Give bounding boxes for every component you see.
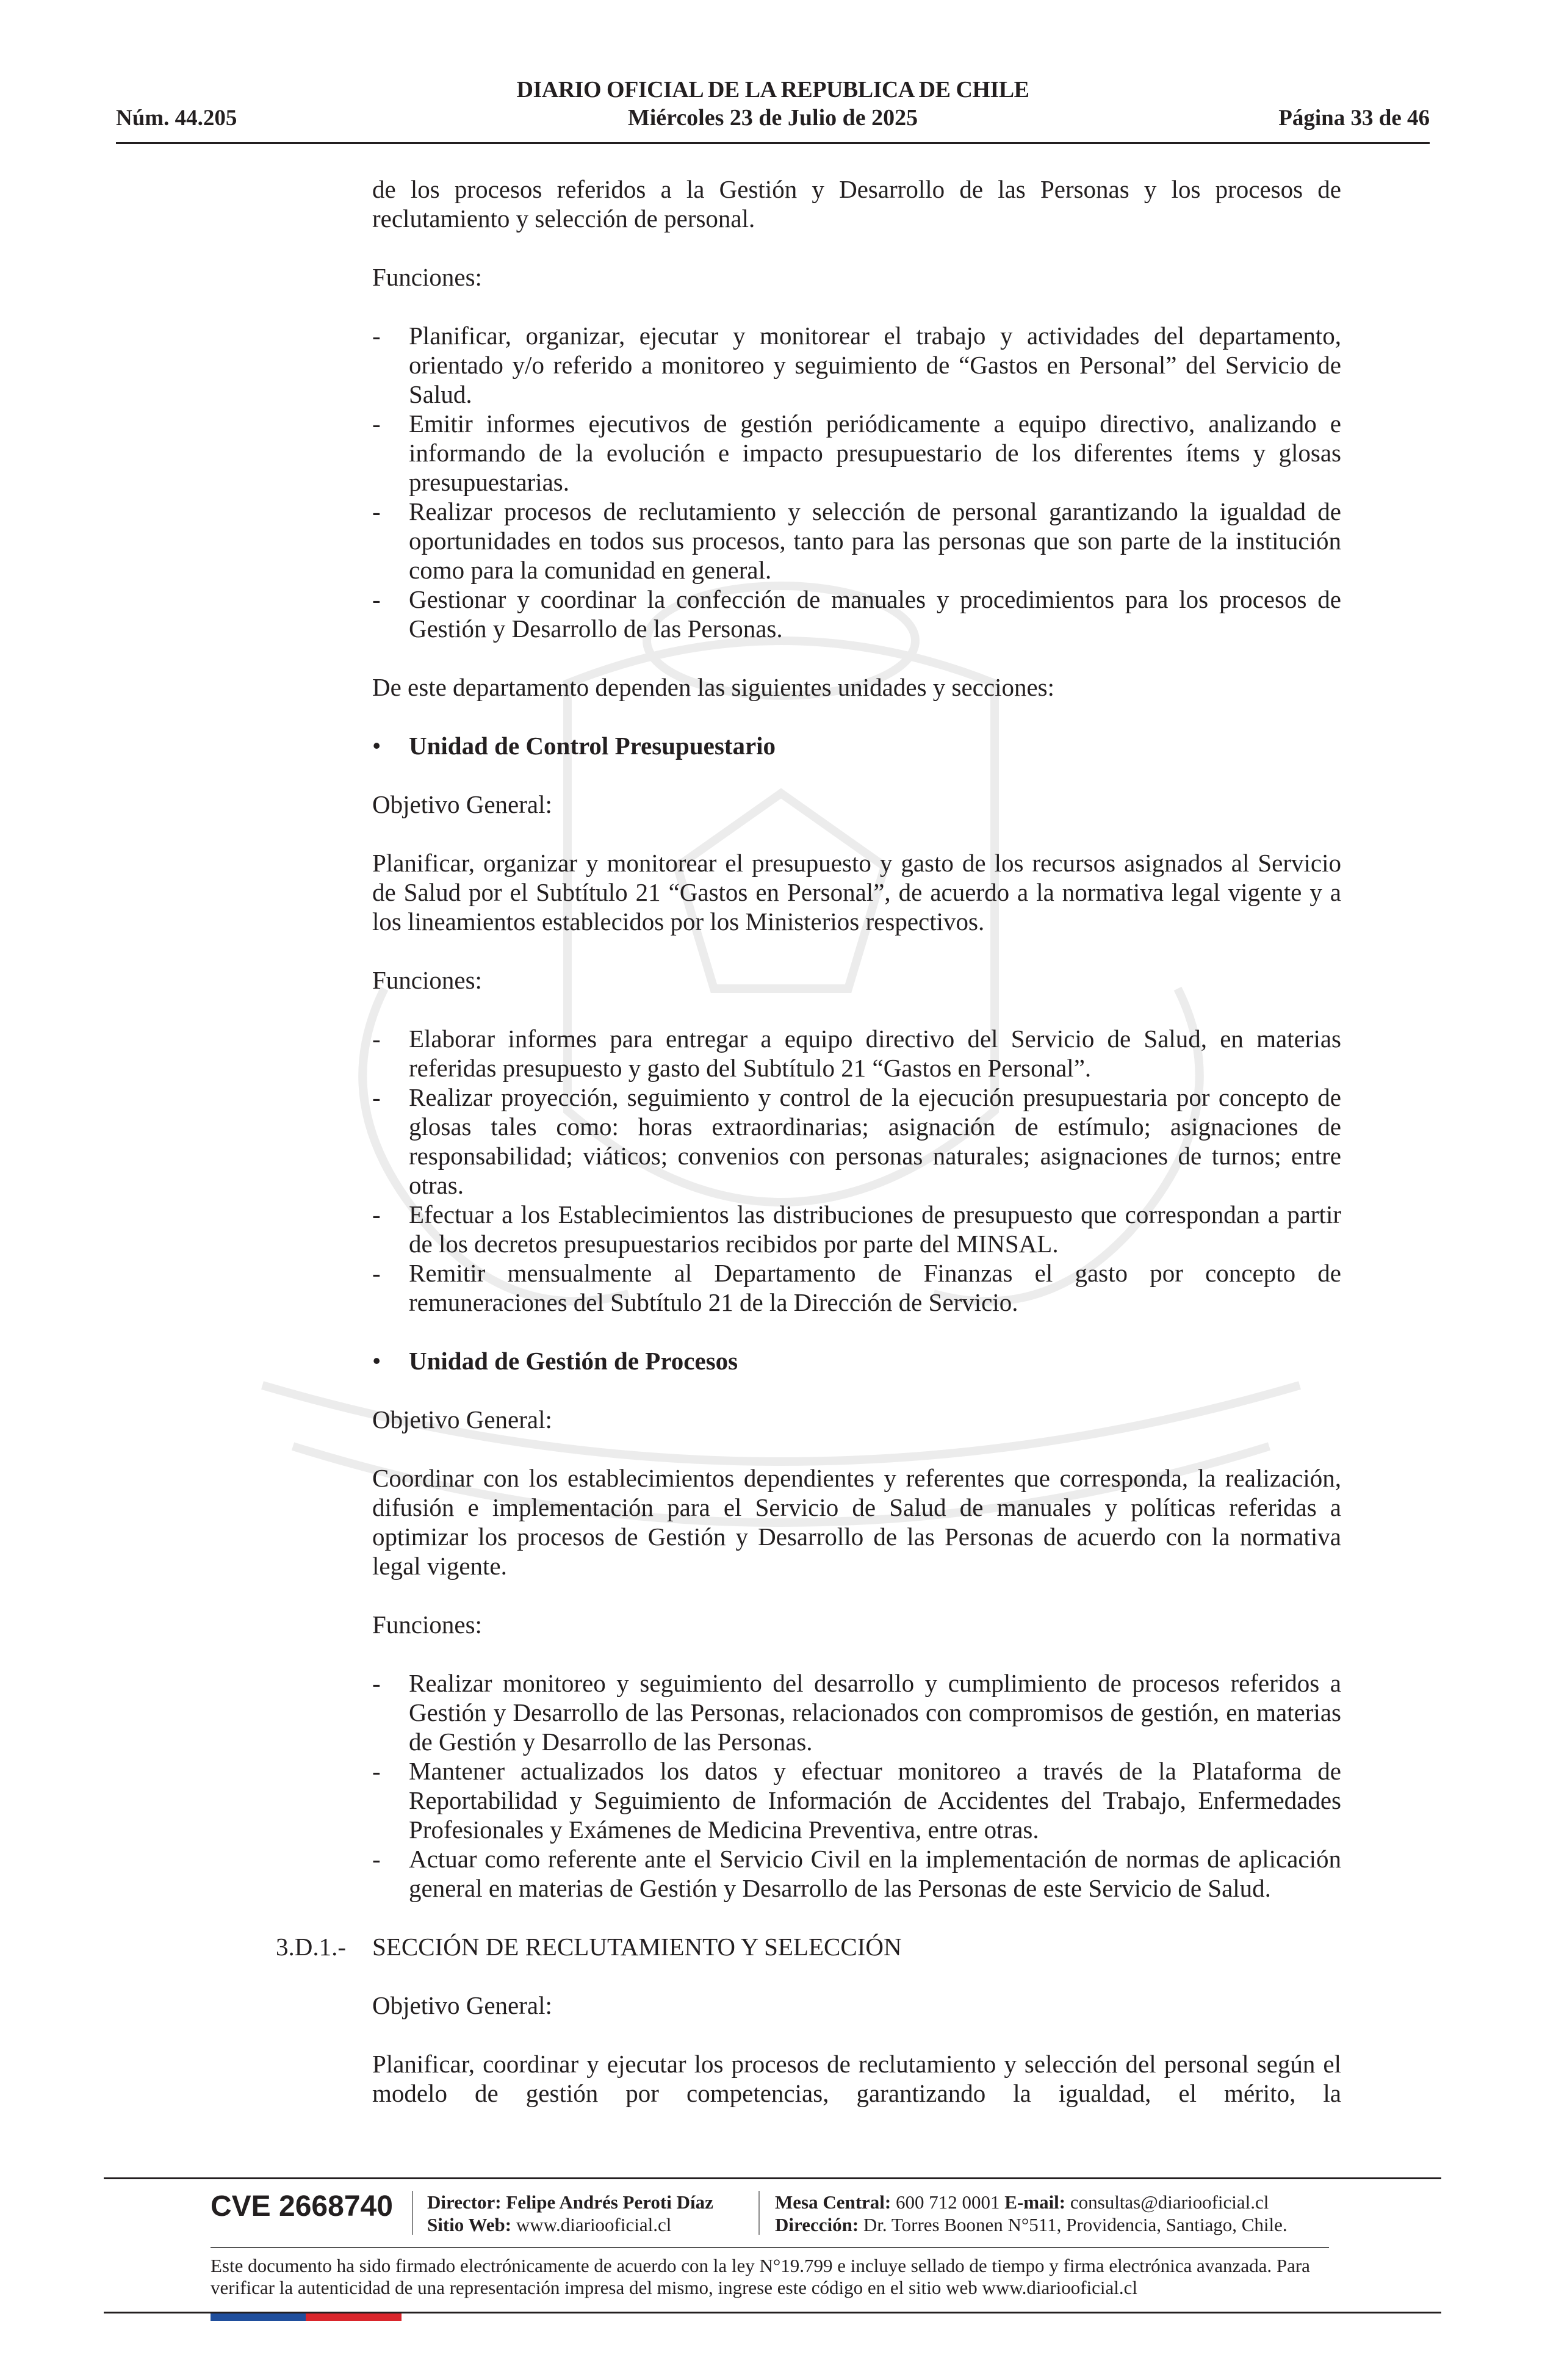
footer-contact-block: Mesa Central: 600 712 0001 E-mail: consultas@diariooficial.cl Dirección: Dr. Torres Boonen N°511, Providencia, Santiago, Chile. [775, 2191, 1288, 2235]
director-name: Felipe Andrés Peroti Díaz [506, 2191, 713, 2213]
list-item: - Realizar proyección, seguimiento y control de la ejecución presupuestaria por concepto de glosas tales como: horas extraordinarias; asignación de estímulo; asignaciones de responsabilidad; viáticos; convenios con personas naturales; asignaciones de turnos; entre otras. [372, 1083, 1341, 1199]
list-item: - Mantener actualizados los datos y efectuar monitoreo a través de la Plataforma de Reportabilidad y Seguimiento de Información de Accidentes del Trabajo, Enfermedades Profesionales y Exámenes de Medicina Preventiva, entre otras. [372, 1757, 1341, 1844]
list-item: - Actuar como referente ante el Servicio Civil en la implementación de normas de aplicación general en materias de Gestión y Desarrollo de las Personas de este Servicio de Salud. [372, 1845, 1341, 1902]
list-item: - Gestionar y coordinar la confección de manuales y procedimientos para los procesos de Gestión y Desarrollo de las Personas. [372, 585, 1341, 643]
unit-heading: • Unidad de Gestión de Procesos [372, 1347, 738, 1375]
legal-notice: Este documento ha sido firmado electrónicamente de acuerdo con la ley N°19.799 e incluye sellado de tiempo y firma electrónica avanzada. Para verificar la autenticidad de una representación impresa del mismo, ingrese este código en el sitio web www.diariooficial.cl [211, 2255, 1310, 2298]
header-rule [116, 142, 1430, 144]
header-center [116, 76, 1430, 132]
list-item: - Emitir informes ejecutivos de gestión periódicamente a equipo directivo, analizando e informando de la evolución e impacto presupuestario de los diferentes ítems y glosas presupuestarias. [372, 409, 1341, 496]
funciones-label: Funciones: [372, 263, 482, 291]
intro-paragraph: de los procesos referidos a la Gestión y Desarrollo de las Personas y los procesos de reclutamiento y selección de personal. [372, 175, 1341, 233]
email-link[interactable]: consultas@diariooficial.cl [1070, 2191, 1269, 2213]
newspaper-title: DIARIO OFICIAL DE LA REPUBLICA DE CHILE [516, 77, 1029, 103]
objetivo-label: Objetivo General: [372, 790, 552, 818]
flag-stripe-red [306, 2313, 402, 2321]
funciones-list [372, 321, 1341, 643]
unit-heading: • Unidad de Control Presupuestario [372, 732, 776, 760]
address: Dr. Torres Boonen N°511, Providencia, Santiago, Chile. [863, 2214, 1288, 2235]
objetivo-paragraph: Coordinar con los establecimientos dependientes y referentes que corresponda, la realización, difusión e implementación para el Servicio de Salud de manuales y políticas referidas a optimizar los procesos de Gestión y Desarrollo de las Personas de acuerdo con la normativa legal vigente. [372, 1464, 1341, 1580]
dependencias-paragraph: De este departamento dependen las siguientes unidades y secciones: [372, 673, 1055, 701]
issue-number: Núm. 44.205 [116, 106, 237, 131]
funciones-label: Funciones: [372, 1610, 482, 1639]
cve-code: CVE 2668740 [211, 2190, 393, 2223]
funciones-label: Funciones: [372, 966, 482, 994]
objetivo-label: Objetivo General: [372, 1405, 552, 1433]
list-item: - Realizar procesos de reclutamiento y selección de personal garantizando la igualdad de oportunidades en todos sus procesos, tanto para las personas que son parte de la institución como para la comunidad en general. [372, 497, 1341, 584]
objetivo-label: Objetivo General: [372, 1991, 552, 2019]
list-item: - Efectuar a los Establecimientos las distribuciones de presupuesto que correspondan a partir de los decretos presupuestarios recibidos por parte del MINSAL. [372, 1200, 1341, 1258]
footer-rule-top [104, 2177, 1441, 2179]
section-title: SECCIÓN DE RECLUTAMIENTO Y SELECCIÓN [372, 1933, 902, 1961]
footer-rule-mid [211, 2247, 1329, 2248]
objetivo-paragraph: Planificar, coordinar y ejecutar los procesos de reclutamiento y selección del personal según el modelo de gestión por competencias, garantizando la igualdad, el mérito, la [372, 2050, 1341, 2107]
list-item: - Elaborar informes para entregar a equipo directivo del Servicio de Salud, en materias referidas presupuesto y gasto del Subtítulo 21 “Gastos en Personal”. [372, 1025, 1341, 1082]
list-item: - Planificar, organizar, ejecutar y monitorear el trabajo y actividades del departamento, orientado y/o referido a monitoreo y seguimiento de “Gastos en Personal” del Servicio de Salud. [372, 322, 1341, 408]
phone-number: 600 712 0001 [896, 2191, 1000, 2213]
footer-divider [412, 2191, 413, 2235]
issue-date: Miércoles 23 de Julio de 2025 [627, 105, 918, 131]
list-item: - Realizar monitoreo y seguimiento del desarrollo y cumplimiento de procesos referidos a Gestión y Desarrollo de las Personas, relacionados con compromisos de gestión, en materias de Gestión y Desarrollo de las Personas. [372, 1669, 1341, 1756]
funciones-list [372, 1024, 1341, 1317]
funciones-list [372, 1668, 1341, 1903]
section-heading [276, 1932, 1341, 1961]
page-header [116, 76, 1430, 149]
section-code: 3.D.1.- [276, 1933, 347, 1961]
footer-divider [758, 2191, 760, 2235]
list-item: - Remitir mensualmente al Departamento de Finanzas el gasto por concepto de remuneraciones del Subtítulo 21 de la Dirección de Servicio. [372, 1259, 1341, 1316]
flag-stripe-blue [211, 2313, 306, 2321]
website-link[interactable]: www.diariooficial.cl [516, 2214, 672, 2235]
objetivo-paragraph: Planificar, organizar y monitorear el presupuesto y gasto de los recursos asignados al Servicio de Salud por el Subtítulo 21 “Gastos en Personal”, de acuerdo a la normativa legal vigente y a los lineamientos establecidos por los Ministerios respectivos. [372, 849, 1341, 936]
footer-director-block: Director: Felipe Andrés Peroti Díaz Sitio Web: www.diariooficial.cl [427, 2191, 713, 2235]
page-number: Página 33 de 46 [1278, 106, 1430, 131]
document-body [276, 175, 1341, 2108]
